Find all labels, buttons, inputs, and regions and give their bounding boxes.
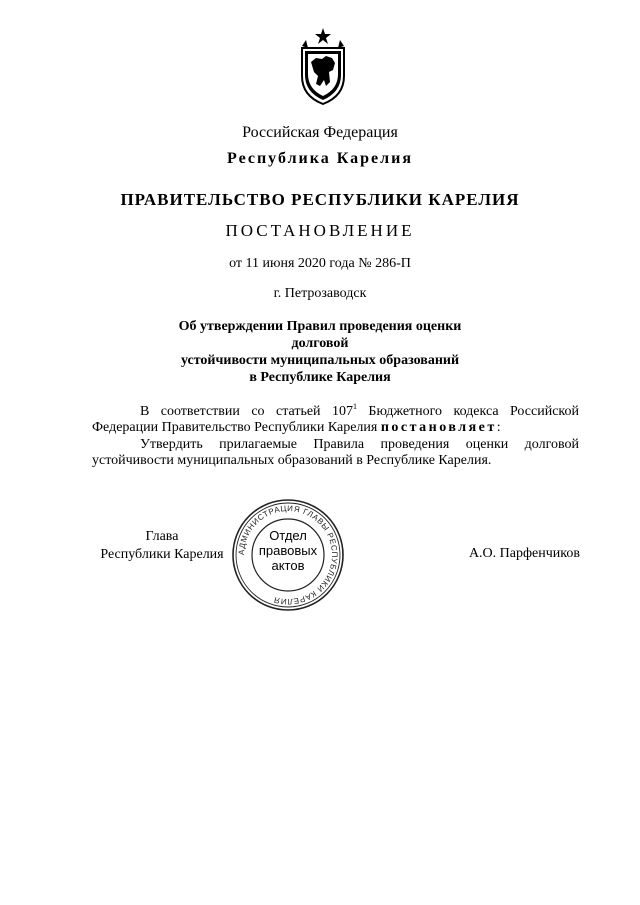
document-city: г. Петрозаводск — [273, 286, 367, 301]
stamp-line: Отдел — [269, 528, 307, 543]
emphasis-word: постановляет — [380, 420, 497, 435]
title-line: устойчивости муниципальных образований — [180, 353, 460, 368]
document-type: ПОСТАНОВЛЕНИЕ — [225, 221, 415, 240]
stamp-inner-text — [250, 528, 326, 573]
stamp-ring-text: АДМИНИСТРАЦИЯ ГЛАВЫ РЕСПУБЛИКИ КАРЕЛИЯ — [236, 503, 340, 607]
position-line: Глава — [145, 529, 179, 544]
stamp-line: актов — [271, 558, 305, 573]
republic-name: Республика Карелия — [227, 150, 413, 167]
government-name: ПРАВИТЕЛЬСТВО РЕСПУБЛИКИ КАРЕЛИЯ — [120, 190, 520, 209]
para-text: : — [496, 420, 501, 435]
title-line: в Республике Карелия — [249, 370, 391, 385]
position-line: Республики Карелия — [100, 547, 224, 562]
document-date-number: от 11 июня 2020 года № 286-П — [229, 256, 411, 271]
title-line: Об утверждении Правил проведения оценки долговой — [178, 319, 462, 351]
coat-of-arms-emblem — [296, 26, 350, 106]
body-paragraph — [92, 404, 579, 436]
country-name: Российская Федерация — [242, 124, 398, 141]
signatory-name: А.О. Парфенчиков — [468, 546, 580, 561]
para-text: Утвердить прилагаемые Правила проведения оценки долговой устойчивости муниципальных образований в Республике Карелия. — [92, 437, 579, 468]
signatory-position — [92, 528, 232, 564]
document-title — [150, 318, 490, 386]
article-superscript: 1 — [352, 402, 357, 411]
body-paragraph — [92, 437, 579, 469]
para-text: В соответствии со статьей 107 — [140, 404, 353, 419]
para-text: Бюджетного кодекса Российской Федерации Правительство Республики Карелия — [92, 404, 579, 435]
stamp-line: правовых — [258, 543, 318, 558]
